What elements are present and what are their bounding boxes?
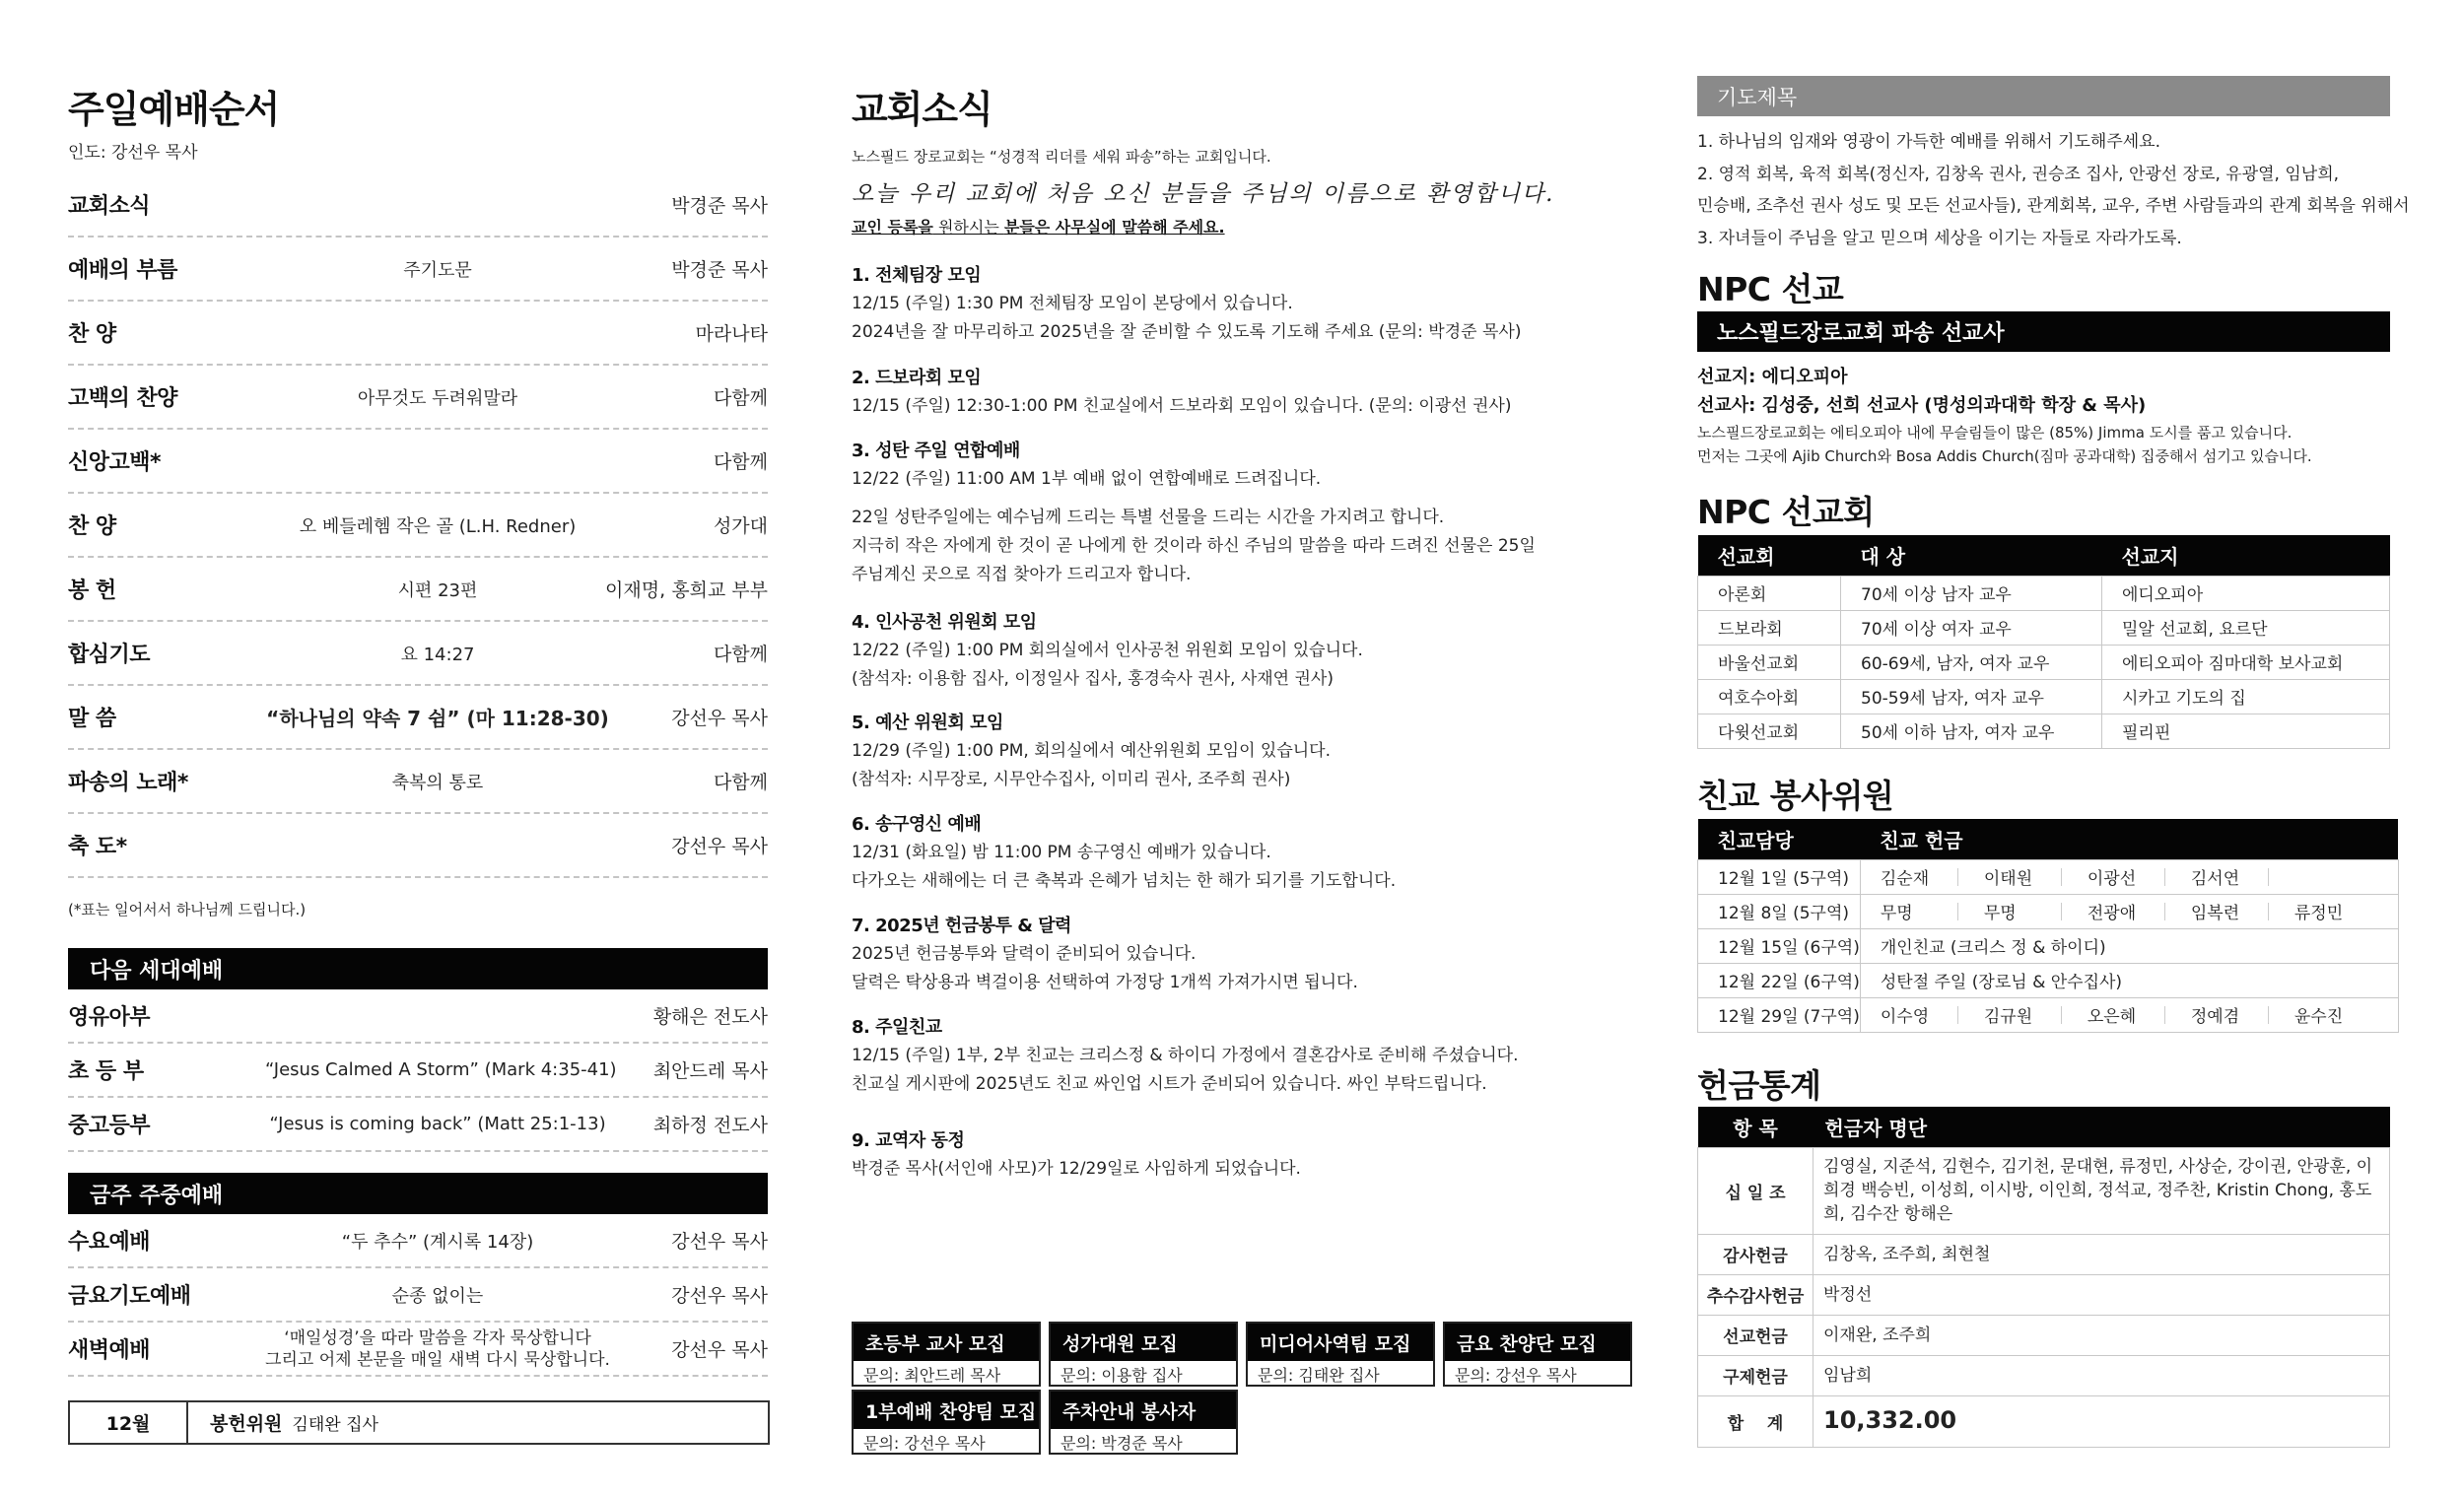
order-row <box>68 686 768 750</box>
welcome-message: 오늘 우리 교회에 처음 오신 분들을 주님의 이름으로 환영합니다. <box>852 181 1555 207</box>
group-field: 시카고 기도의 집 <box>2102 679 2390 714</box>
news-line: 12/22 (주일) 11:00 AM 1부 예배 없이 연합예배로 드려집니다. <box>852 469 1322 489</box>
column-header: 대 상 <box>1841 535 2102 576</box>
recruitment-title: 미디어사역팀 모집 <box>1248 1324 1433 1361</box>
news-line: 12/15 (주일) 12:30-1:00 PM 친교실에서 드보라회 모임이 있습니다. (문의: 이광선 권사) <box>852 396 1512 416</box>
order-detail <box>265 1327 610 1371</box>
order-person: 성가대 <box>713 515 768 537</box>
news-item-title: 1. 전체팀장 모임 <box>852 265 982 286</box>
table-row <box>1698 1147 2390 1234</box>
news-item <box>852 1014 1518 1099</box>
donor-name: 류정민 <box>2293 904 2344 923</box>
recruitment-contact: 문의: 강선우 목사 <box>863 1433 986 1453</box>
group-target: 70세 이상 여자 교우 <box>1841 610 2102 645</box>
donor-name: 무명 <box>1881 899 1984 923</box>
order-row <box>68 302 768 366</box>
news-item-title: 8. 주일친교 <box>852 1017 942 1038</box>
column-header: 헌금자 명단 <box>1814 1107 2390 1147</box>
news-line: 12/31 (화요일) 밤 11:00 PM 송구영신 예배가 있습니다. <box>852 843 1271 862</box>
offering-role: 봉헌위원 <box>210 1413 283 1435</box>
table-row <box>1698 859 2399 894</box>
column-header: 항 목 <box>1698 1107 1814 1147</box>
order-label: 수요예배 <box>68 1230 151 1255</box>
news-item <box>852 365 1511 421</box>
order-label: 파송의 노래* <box>68 771 188 795</box>
order-label: 영유아부 <box>68 1005 151 1030</box>
order-label: 새벽예배 <box>68 1338 151 1363</box>
group-field: 필리핀 <box>2102 714 2390 748</box>
offering-category: 십 일 조 <box>1698 1147 1814 1234</box>
group-target: 50세 이하 남자, 여자 교우 <box>1841 714 2102 748</box>
order-person: 강선우 목사 <box>671 1231 768 1253</box>
news-line: 친교실 게시판에 2025년도 친교 싸인업 시트가 준비되어 있습니다. 싸인 부탁드립니다. <box>852 1074 1487 1094</box>
order-row <box>68 558 768 622</box>
news-line: 주님계신 곳으로 직접 찾아가 드리고자 합니다. <box>852 565 1192 584</box>
order-detail: “Jesus Calmed A Storm” (Mark 4:35-41) <box>265 1059 617 1080</box>
offering-donors: 김창옥, 조주희, 최현철 <box>1814 1234 2390 1274</box>
donor-name: 김순재 <box>1881 864 1984 889</box>
offering-category: 합 계 <box>1698 1395 1814 1447</box>
fellowship-note: 개인친교 (크리스 정 & 하이디) <box>1860 928 2398 963</box>
order-detail: 아무것도 두려워말라 <box>357 387 518 409</box>
group-target: 70세 이상 남자 교우 <box>1841 576 2102 610</box>
table-row <box>1698 928 2399 963</box>
order-person: 다함께 <box>713 644 768 665</box>
fellowship-date: 12월 22일 (6구역) <box>1698 963 1861 997</box>
offering-category: 감사헌금 <box>1698 1234 1814 1274</box>
news-item-title: 2. 드보라회 모임 <box>852 368 982 388</box>
order-row <box>68 1044 768 1098</box>
order-person: 박경준 목사 <box>671 259 768 281</box>
donor-name: 무명 <box>1984 899 2088 923</box>
fellowship-table <box>1697 819 2399 1033</box>
table-header-row <box>1698 535 2390 576</box>
order-row <box>68 1323 768 1377</box>
recruitment-contact: 문의: 이용함 집사 <box>1061 1365 1183 1385</box>
prayer-header: 기도제목 <box>1697 76 2390 116</box>
fellowship-title: 친교 봉사위원 <box>1697 777 1894 815</box>
order-row <box>68 1268 768 1323</box>
offering-committee-box <box>68 1400 770 1445</box>
group-name: 아론회 <box>1698 576 1841 610</box>
order-person: 강선우 목사 <box>671 708 768 729</box>
prayer-line: 민승배, 조추선 권사 성도 및 모든 선교사들), 관계회복, 교우, 주변 사람들과의 관계 회복을 위해서 <box>1697 196 2410 216</box>
order-row <box>68 989 768 1044</box>
order-person: 다함께 <box>713 451 768 473</box>
news-item <box>852 262 1521 347</box>
fellowship-date: 12월 1일 (5구역) <box>1698 859 1861 894</box>
recruitment-box <box>1049 1390 1238 1455</box>
sermon-title: “하나님의 약속 7 쉼” (마 11:28-30) <box>266 707 609 730</box>
detail-line: ‘매일성경’을 따라 말씀을 각자 묵상합니다 <box>284 1327 591 1348</box>
order-person: 강선우 목사 <box>671 1339 768 1361</box>
weekday-worship-header: 금주 주중예배 <box>68 1173 768 1214</box>
order-row <box>68 366 768 430</box>
fellowship-date: 12월 29일 (7구역) <box>1698 997 1861 1032</box>
offering-stats-table <box>1697 1107 2390 1448</box>
fellowship-date: 12월 8일 (5구역) <box>1698 894 1861 928</box>
table-row <box>1698 1395 2390 1447</box>
order-row <box>68 750 768 814</box>
register-bold: 분들은 사무실에 말씀해 주세요. <box>1003 218 1225 237</box>
recruitment-title: 초등부 교사 모집 <box>854 1324 1039 1361</box>
standing-note: (*표는 일어서서 하나님께 드립니다.) <box>68 901 307 918</box>
order-row <box>68 173 768 238</box>
order-detail: “Jesus is coming back” (Matt 25:1-13) <box>269 1114 606 1134</box>
offering-name: 김태완 집사 <box>292 1415 378 1435</box>
table-row <box>1698 714 2390 748</box>
column-header: 친교 헌금 <box>1860 819 2398 859</box>
order-person: 박경준 목사 <box>671 195 768 217</box>
group-name: 바울선교회 <box>1698 645 1841 679</box>
order-person: 최안드레 목사 <box>652 1060 768 1082</box>
order-label: 말 씀 <box>68 707 116 731</box>
news-item-title: 4. 인사공천 위원회 모임 <box>852 612 1037 633</box>
offering-category: 추수감사헌금 <box>1698 1274 1814 1315</box>
prayer-line: 2. 영적 회복, 육적 회복(정신자, 김창옥 권사, 권승조 집사, 안광선 장로, 유광열, 임남희, <box>1697 164 2340 184</box>
order-detail: 주기도문 <box>403 259 472 281</box>
register-regular: 원하시는 <box>932 218 1004 237</box>
fellowship-names <box>1881 1002 2398 1027</box>
npc-mission-bar: 노스필드장로교회 파송 선교사 <box>1697 311 2390 352</box>
order-person: 다함께 <box>713 772 768 793</box>
news-line: 2025년 헌금봉투와 달력이 준비되어 있습니다. <box>852 944 1197 964</box>
order-row <box>68 1214 768 1268</box>
offering-committee-body <box>188 1402 378 1443</box>
recruitment-box <box>1443 1322 1632 1387</box>
order-row <box>68 430 768 494</box>
group-name: 드보라회 <box>1698 610 1841 645</box>
group-target: 60-69세, 남자, 여자 교우 <box>1841 645 2102 679</box>
fellowship-note: 성탄절 주일 (장로님 & 안수집사) <box>1860 963 2398 997</box>
donor-name: 이태원 <box>1984 864 2088 889</box>
news-item-title: 7. 2025년 헌금봉투 & 달력 <box>852 916 1071 936</box>
prayer-line: 1. 하나님의 임재와 영광이 가득한 예배를 위해서 기도해주세요. <box>1697 132 2160 152</box>
npc-mission-title: NPC 선교 <box>1697 270 1844 308</box>
table-row <box>1698 1274 2390 1315</box>
group-field: 에티오피아 짐마대학 보사교회 <box>2102 645 2390 679</box>
order-row <box>68 814 768 878</box>
next-generation-header: 다음 세대예배 <box>68 948 768 989</box>
group-field: 에디오피아 <box>2102 576 2390 610</box>
weekday-worship-list <box>68 1214 768 1377</box>
offering-donors: 임남희 <box>1814 1355 2390 1395</box>
recruitment-box <box>1049 1322 1238 1387</box>
recruitment-title: 1부예배 찬양팀 모집 <box>854 1392 1039 1429</box>
order-detail: 요 14:27 <box>400 644 475 665</box>
recruitment-title: 금요 찬양단 모집 <box>1445 1324 1630 1361</box>
donor-name: 오은혜 <box>2088 1002 2191 1027</box>
news-item <box>852 609 1363 694</box>
order-person: 이재명, 홍희교 부부 <box>605 579 768 601</box>
order-row <box>68 622 768 686</box>
offering-donors: 김영실, 지준석, 김현수, 김기천, 문대현, 류정민, 사상순, 강이권, 안광훈, 이희경 백승빈, 이성희, 이시방, 이인희, 정석교, 정주찬, Kristin Chong, 홍도희, 김수잔 항해은 <box>1814 1147 2390 1234</box>
next-generation-list <box>68 989 768 1152</box>
order-label: 합심기도 <box>68 643 151 667</box>
order-label: 교회소식 <box>68 194 151 219</box>
news-line: 12/15 (주일) 1:30 PM 전체팀장 모임이 본당에서 있습니다. <box>852 294 1293 313</box>
news-item <box>852 913 1358 997</box>
table-row <box>1698 610 2390 645</box>
order-label: 찬 양 <box>68 322 116 347</box>
news-item <box>852 1127 1301 1184</box>
order-person: 마라나타 <box>695 323 768 345</box>
order-person: 강선우 목사 <box>671 836 768 857</box>
table-header-row <box>1698 1107 2390 1147</box>
order-label: 축 도* <box>68 835 127 859</box>
table-row <box>1698 1355 2390 1395</box>
order-detail: 시편 23편 <box>397 579 478 601</box>
order-label: 예배의 부름 <box>68 258 177 283</box>
news-line: 지극히 작은 자에게 한 것이 곧 나에게 한 것이라 하신 주님의 말씀을 따라 드려진 선물은 25일 <box>852 536 1536 556</box>
table-row <box>1698 1315 2390 1355</box>
offering-total: 10,332.00 <box>1823 1405 1957 1434</box>
order-row <box>68 238 768 302</box>
table-row <box>1698 894 2399 928</box>
recruitment-title: 주차안내 봉사자 <box>1051 1392 1236 1429</box>
order-row <box>68 494 768 558</box>
order-label: 금요기도예배 <box>68 1284 191 1309</box>
order-label: 찬 양 <box>68 514 116 539</box>
order-label: 봉 헌 <box>68 578 116 603</box>
offering-stats-title: 헌금통계 <box>1697 1066 1821 1105</box>
group-target: 50-59세 남자, 여자 교우 <box>1841 679 2102 714</box>
missionary-name: 선교사: 김성중, 선희 선교사 (명성의과대학 학장 & 목사) <box>1697 395 2147 416</box>
table-row <box>1698 576 2390 610</box>
table-row <box>1698 963 2399 997</box>
offering-donors: 이재완, 조주희 <box>1814 1315 2390 1355</box>
news-line: 12/29 (주일) 1:00 PM, 회의실에서 예산위원회 모임이 있습니다. <box>852 741 1332 761</box>
mission-field: 선교지: 에디오피아 <box>1697 367 1848 387</box>
news-line: 다가오는 새해에는 더 큰 축복과 은혜가 넘치는 한 해가 되기를 기도합니다. <box>852 871 1397 891</box>
news-line: 12/22 (주일) 1:00 PM 회의실에서 인사공천 위원회 모임이 있습니다. <box>852 641 1363 660</box>
news-item <box>852 710 1331 794</box>
recruitment-contact: 문의: 최안드레 목사 <box>863 1365 1001 1385</box>
offering-category: 선교헌금 <box>1698 1315 1814 1355</box>
column-header: 선교회 <box>1698 535 1841 576</box>
news-line: (참석자: 시무장로, 시무안수집사, 이미리 권사, 조주희 권사) <box>852 770 1291 789</box>
offering-donors: 박정선 <box>1814 1274 2390 1315</box>
news-item-title: 9. 교역자 동정 <box>852 1130 965 1151</box>
order-detail: “두 추수” (계시록 14장) <box>341 1231 534 1253</box>
news-line: (참석자: 이용함 집사, 이정일사 집사, 홍경숙사 권사, 사재연 권사) <box>852 669 1334 689</box>
news-item <box>852 438 1536 589</box>
prayer-line: 3. 자녀들이 주님을 알고 믿으며 세상을 이기는 자들로 자라가도록. <box>1697 228 2182 248</box>
order-person: 최하정 전도사 <box>652 1115 768 1136</box>
group-name: 다윗선교회 <box>1698 714 1841 748</box>
donor-name <box>2294 864 2398 889</box>
npc-groups-table <box>1697 535 2390 749</box>
worship-order-list <box>68 173 768 878</box>
mission-desc: 노스필드장로교회는 에티오피아 내에 무슬림들이 많은 (85%) Jimma 도시를 품고 있습니다. <box>1697 424 2293 442</box>
donor-name: 전광애 <box>2088 899 2191 923</box>
recruitment-contact: 문의: 김태완 집사 <box>1258 1365 1380 1385</box>
recruitment-contact: 문의: 박경준 목사 <box>1061 1433 1183 1453</box>
news-item <box>852 811 1396 896</box>
offering-month: 12월 <box>70 1402 188 1443</box>
mission-desc: 먼저는 그곳에 Ajib Church와 Bosa Addis Church(짐마 공과대학) 집중해서 섬기고 있습니다. <box>1697 447 2312 465</box>
order-label: 고백의 찬양 <box>68 386 177 411</box>
order-detail: 순종 없이는 <box>391 1285 484 1307</box>
news-item-title: 3. 성탄 주일 연합예배 <box>852 441 1020 461</box>
news-line: 12/15 (주일) 1부, 2부 친교는 크리스정 & 하이디 가정에서 결혼감사로 준비해 주셨습니다. <box>852 1046 1519 1065</box>
prayer-list <box>1697 126 2410 254</box>
news-item-title: 6. 송구영신 예배 <box>852 814 982 835</box>
column-header: 친교담당 <box>1698 819 1861 859</box>
table-row <box>1698 997 2399 1032</box>
column-header: 선교지 <box>2102 535 2390 576</box>
fellowship-names <box>1881 864 2398 889</box>
registration-note <box>852 215 1225 238</box>
group-name: 여호수아회 <box>1698 679 1841 714</box>
news-title: 교회소식 <box>852 88 992 131</box>
order-person: 황해은 전도사 <box>652 1006 768 1028</box>
fellowship-names <box>1881 899 2398 923</box>
offering-category: 구제헌금 <box>1698 1355 1814 1395</box>
news-line: 달력은 탁상용과 벽걸이용 선택하여 가정당 1개씩 가져가시면 됩니다. <box>852 973 1358 992</box>
order-label: 초 등 부 <box>68 1059 144 1084</box>
order-row <box>68 1098 768 1152</box>
order-detail: 축복의 통로 <box>391 772 484 793</box>
news-line: 2024년을 잘 마무리하고 2025년을 잘 준비할 수 있도록 기도해 주세요 (문의: 박경준 목사) <box>852 322 1522 342</box>
table-row <box>1698 679 2390 714</box>
news-item-title: 5. 예산 위원회 모임 <box>852 713 1003 733</box>
fellowship-date: 12월 15일 (6구역) <box>1698 928 1861 963</box>
table-header-row <box>1698 819 2399 859</box>
recruitment-box <box>852 1322 1041 1387</box>
npc-groups-title: NPC 선교회 <box>1697 493 1875 531</box>
order-label: 중고등부 <box>68 1114 151 1138</box>
order-detail: 오 베들레헴 작은 골 (L.H. Redner) <box>299 515 577 537</box>
order-person: 다함께 <box>713 387 768 409</box>
recruitment-box <box>1246 1322 1435 1387</box>
table-row <box>1698 645 2390 679</box>
detail-line: 그리고 어제 본문을 매일 새벽 다시 묵상합니다. <box>265 1349 610 1370</box>
church-intro: 노스필드 장로교회는 “성경적 리더를 세워 파송”하는 교회입니다. <box>852 148 1271 166</box>
news-line: 박경준 목사(서인애 사모)가 12/29일로 사임하게 되었습니다. <box>852 1159 1301 1179</box>
order-person: 강선우 목사 <box>671 1285 768 1307</box>
page-title: 주일예배순서 <box>68 88 280 131</box>
recruitment-box <box>852 1390 1041 1455</box>
donor-name: 김서연 <box>2191 864 2294 889</box>
group-field: 밀알 선교회, 요르단 <box>2102 610 2390 645</box>
donor-name: 김규원 <box>1984 1002 2088 1027</box>
register-bold: 교인 등록을 <box>852 218 933 237</box>
worship-leader: 인도: 강선우 목사 <box>68 143 198 163</box>
donor-name: 정예겸 <box>2191 1002 2294 1027</box>
table-row <box>1698 1234 2390 1274</box>
news-line: 22일 성탄주일에는 예수님께 드리는 특별 선물을 드리는 시간을 가지려고 합니다. <box>852 508 1445 527</box>
donor-name: 윤수진 <box>2293 1007 2344 1027</box>
order-label: 신앙고백* <box>68 450 162 475</box>
recruitment-title: 성가대원 모집 <box>1051 1324 1236 1361</box>
donor-name: 이광선 <box>2088 864 2191 889</box>
donor-name: 이수영 <box>1881 1002 1984 1027</box>
recruitment-contact: 문의: 강선우 목사 <box>1455 1365 1577 1385</box>
donor-name: 임복련 <box>2191 899 2294 923</box>
